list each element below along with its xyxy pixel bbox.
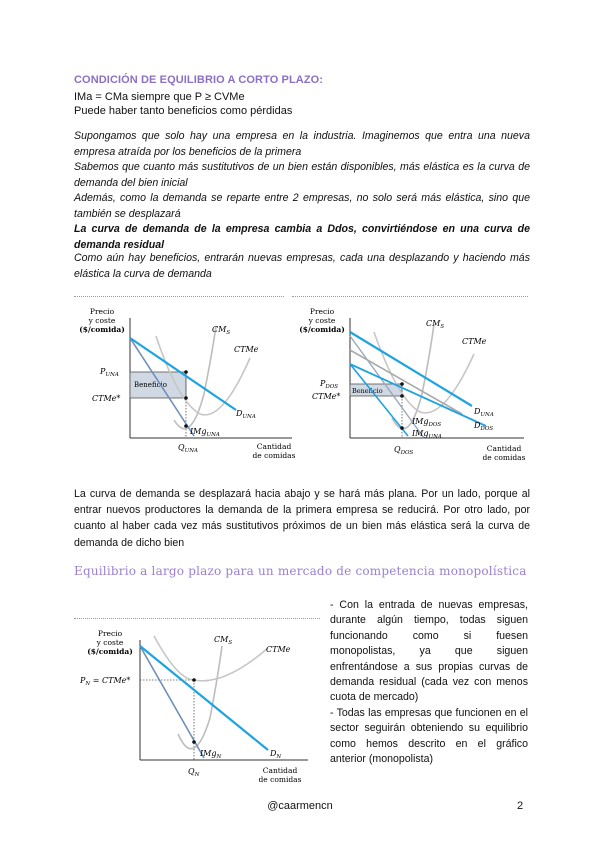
ctme-label: CTMe [234, 345, 259, 354]
intro-paragraph-1: Supongamos que solo hay una empresa en la industria. Imaginemos que entra una nueva empresa atraída por los beneficios de la primera [74, 130, 530, 158]
y-axis-label-3: ($/comida) [87, 647, 133, 656]
price-point [400, 382, 404, 386]
x-axis-label-2: de comidas [482, 453, 526, 462]
img-una-label: IMg$_{UNA}$ [412, 429, 442, 440]
closing-intro-paragraph: Como aún hay beneficios, entrarán nuevas empresas, cada una desplazando y haciendo más elástica la curva de demanda [74, 252, 530, 280]
img-label: IMg$_N$ [200, 749, 222, 760]
equilibrium-price-point [192, 678, 196, 682]
bullet-item-2: - Todas las empresas que funcionen en el sector seguirán obteniendo su equilibrio como hemos descrito en el gráfico anterior (monopolista) [330, 706, 528, 766]
cm-label: $CM_S$ [212, 325, 231, 336]
price-label: $P_{UNA}$ [100, 367, 119, 378]
intro-paragraph-2: Sabemos que cuanto más sustitutivos de un bien están disponibles, más elástica es la curva de demanda del bien inicial [74, 161, 530, 189]
equilibrium-point [184, 424, 188, 428]
cm-label: $CM_S$ [214, 635, 233, 646]
quantity-label: $Q_N$ [188, 767, 200, 778]
cm-label: $CM_S$ [426, 319, 445, 330]
x-axis-label-2: de comidas [258, 775, 302, 784]
profit-label: Beneficio [352, 387, 383, 395]
x-axis-label-2: de comidas [252, 451, 296, 460]
y-axis-label-1: Precio [97, 629, 123, 638]
x-axis-label-1: Cantidad [262, 766, 298, 775]
average-cost-curve [154, 636, 268, 681]
graph-two-firms [296, 302, 528, 466]
quantity-label: $Q_{DOS}$ [394, 445, 414, 456]
demand-una-label: $D_{UNA}$ [474, 407, 494, 418]
page-number: 2 [517, 800, 524, 812]
separator-right [292, 296, 528, 297]
y-axis-label-1: Precio [309, 307, 335, 316]
img-label: IMg$_{UNA}$ [190, 427, 220, 438]
y-axis-label-2: y coste [96, 638, 124, 647]
cost-point [184, 396, 188, 400]
separator-long-run [74, 618, 320, 619]
price-point [184, 370, 188, 374]
equilibrium-point [400, 426, 404, 430]
y-axis-label-1: Precio [89, 307, 115, 316]
demand-label: $D_N$ [270, 749, 282, 760]
ctme-label: CTMe [266, 645, 291, 654]
demand-label: $D_{UNA}$ [236, 409, 256, 420]
marginal-cost-curve [178, 646, 222, 749]
condition-line: IMa = CMa siempre que P ≥ CVMe [74, 91, 245, 103]
price-label: $P_{DOS}$ [320, 379, 339, 390]
long-run-bullets [330, 598, 528, 767]
x-axis-label-1: Cantidad [256, 442, 292, 451]
ctme-label: CTMe [462, 337, 487, 346]
equilibrium-price-label: $P_N$ = CTMe* [80, 676, 131, 687]
y-axis-label-3: ($/comida) [299, 325, 345, 334]
demand-dos-label: $D_{DOS}$ [474, 421, 494, 432]
bullet-item-1: - Con la entrada de nuevas empresas, durante algún tiempo, todas siguen funcionando como si fuesen monopolistas, ya que siguen enfrentándose a sus propias curvas de demanda residual (cada vez con menos cuota de mercado) [330, 599, 528, 704]
bold-paragraph: La curva de demanda de la empresa cambia a Ddos, convirtiéndose en una curva de demanda residual [74, 223, 530, 251]
graph-long-run [74, 624, 312, 788]
cost-point [400, 394, 404, 398]
equilibrium-quantity-point [192, 740, 196, 744]
profits-line: Puede haber tanto beneficios como pérdidas [74, 105, 293, 117]
graph-one-firm [74, 302, 296, 466]
intro-paragraph-3: Además, como la demanda se reparte entre 2 empresas, no solo será más elástica, sino que también se desplazará [74, 192, 530, 220]
ctme-star-label: CTMe* [92, 394, 121, 403]
y-axis-label-2: y coste [308, 316, 336, 325]
long-run-title: Equilibrio a largo plazo para un mercado de competencia monopolística [74, 564, 527, 578]
y-axis-label-2: y coste [88, 316, 116, 325]
y-axis-label-3: ($/comida) [79, 325, 125, 334]
separator-left [74, 296, 284, 297]
section-heading: CONDICIÓN DE EQUILIBRIO A CORTO PLAZO: [74, 74, 324, 86]
ctme-star-label: CTMe* [312, 392, 341, 401]
quantity-label: $Q_{UNA}$ [178, 443, 198, 454]
old-demand-line [350, 350, 462, 414]
x-axis-label-1: Cantidad [486, 444, 522, 453]
profit-label: Beneficio [134, 381, 167, 389]
img-dos-label: IMg$_{DOS}$ [412, 417, 442, 428]
shift-paragraph: La curva de demanda se desplazará hacia abajo y se hará más plana. Por un lado, porque al entrar nuevos productores la demanda de la primera empresa se reducirá. Por otro lado, por cuanto al haber cada vez más sustitutivos próximos de un bien más elástica será la curva de demanda de dicho bien [74, 488, 530, 549]
footer-handle: @caarmencn [267, 800, 333, 812]
